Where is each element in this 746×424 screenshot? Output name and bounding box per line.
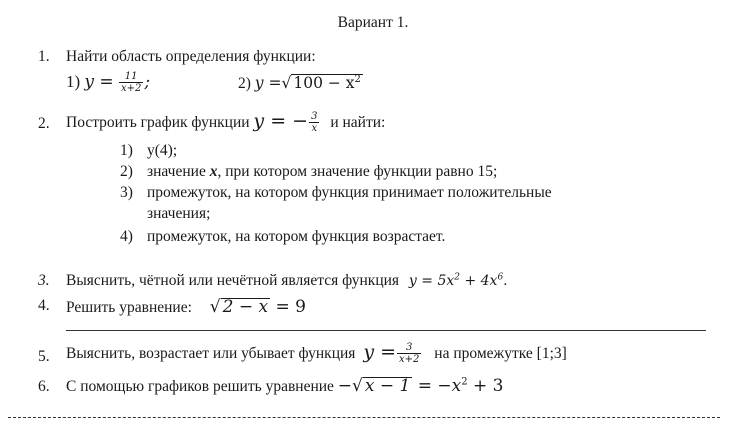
exponent: 2 [461,376,468,388]
fraction-denominator: x+2 [120,83,142,95]
task-1-part-1-lhs: y = [84,72,114,92]
task-2-item-2 [120,163,497,181]
task-2-tail: и найти: [330,114,386,131]
task-1-number: 1. [38,48,50,65]
task-1-text: Найти область определения функции: [66,48,316,65]
formula-part: + 4x [460,273,498,289]
sqrt-icon: √ [352,376,363,396]
task-4-line [66,297,306,317]
equation-tail: + 3 [467,376,504,396]
item-text: значение [147,163,210,180]
task-1-part-2-radicand [291,74,363,91]
item-text: промежуток, на котором функция возрастает. [147,228,446,245]
task-2-item-1 [120,142,177,160]
item-text: y(4); [147,142,178,159]
equation-minus: − [337,376,353,396]
fraction-numerator: 3 [406,342,413,354]
task-5-tail: на промежутке [1;3] [434,345,567,362]
radicand-text: x − 1 [364,376,411,396]
task-3-text: Выяснить, чётной или нечётной является функция [66,272,400,289]
task-6-line [66,376,504,396]
task-1-part-1-fraction [119,72,143,94]
fraction-denominator: x [309,122,319,134]
task-5-number: 5. [38,348,50,365]
fraction-denominator: x+2 [399,354,420,366]
formula-part: y = 5x [408,273,455,289]
task-5-fraction [397,343,421,365]
variant-title: Вариант 1. [337,14,409,31]
task-3-number: 3. [38,272,50,289]
item-variable: x [209,163,218,180]
formula-end: . [503,273,508,289]
item-text-end: , при котором значение функции равно 15; [217,163,498,180]
task-1-part-1-semicolon: ; [144,72,151,92]
task-5-func-lhs: y = [363,341,397,363]
item-number: 1) [120,142,133,159]
task-5-text: Выяснить, возрастает или убывает функция [66,345,356,362]
task-6-text: С помощью графиков решить уравнение [66,378,334,395]
task-2-func-lhs: y = − [253,110,309,132]
task-1-part-2 [238,74,363,93]
equation-rhs: = 9 [270,297,306,317]
sqrt-icon: √ [281,74,292,93]
item-number: 4) [120,228,133,245]
answer-line [66,330,706,331]
fraction-numerator: 3 [311,111,318,123]
item-text: промежуток, на котором функция принимает положительные [147,184,552,201]
task-2-fraction [309,112,319,134]
task-2-text: Построить график функции [66,114,250,131]
task-2-line [66,110,385,134]
exponent: 2 [354,74,361,85]
radicand-text: 2 − x [222,297,269,317]
task-2-item-3-continued: значения; [147,205,211,222]
item-number: 2) [120,163,133,180]
task-2-number: 2. [38,115,50,132]
task-3-line [66,272,508,290]
task-2-item-4 [120,228,445,246]
fraction-numerator: 11 [124,71,138,83]
task-1-part-2-lhs: y = [254,74,282,93]
task-6-equation [338,376,504,396]
task-4-text: Решить уравнение: [66,299,192,316]
cut-line [8,417,720,418]
task-1-part-1-label: 1) [66,72,81,91]
radicand-text: 100 − x [293,74,355,93]
item-number: 3) [120,184,133,201]
task-1-part-1 [66,72,150,94]
exponent: 6 [497,272,504,283]
task-4-number: 4. [38,297,50,314]
task-4-equation [210,297,306,317]
sqrt-icon: √ [209,297,221,317]
task-2-item-3 [120,184,552,202]
task-5-line [66,341,567,365]
task-3-formula [409,273,508,289]
equation-rhs: = −x [412,376,462,396]
task-1-part-2-label: 2) [238,75,251,93]
exponent: 2 [454,272,460,283]
task-6-number: 6. [38,378,50,395]
